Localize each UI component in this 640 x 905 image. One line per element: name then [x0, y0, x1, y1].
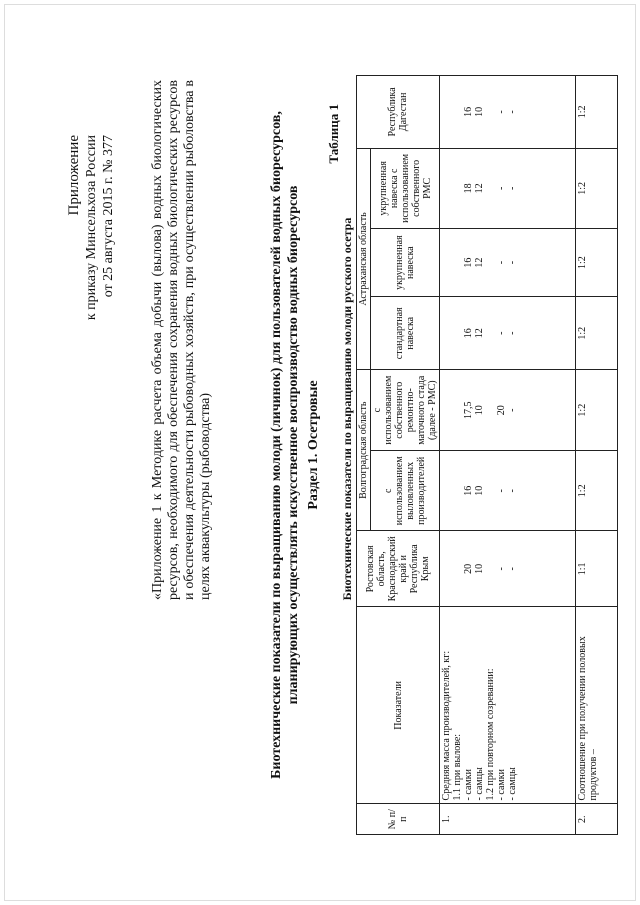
table-caption: Биотехнические показатели по выращиванию молоди русского осетра: [340, 217, 354, 601]
cell-astr-3: 1:2: [575, 148, 617, 228]
cell-astr-2: [440, 228, 576, 297]
cell-value: [441, 534, 452, 603]
cell-value: [485, 152, 496, 225]
cell-value: -: [507, 331, 518, 335]
cell-value: [452, 232, 463, 294]
cell-value: [441, 152, 452, 225]
header-volg-2: с использованием собственного ремонтно-маточного стада (далее - РМС): [371, 370, 440, 451]
header-astrakhan: Астраханская область: [357, 148, 371, 369]
method-paragraph: «Приложение 1 к Методике расчета объема добычи (вылова) водных биологических ресурсов, необходимого для обеспечения сохранения водных биологических ресурсов и обеспечения деятельности рыбоводных хозяйств, при осуществлении рыболовства в целях аквакультуры (рыбоводства): [150, 80, 213, 600]
biotech-table: [356, 75, 618, 835]
cell-value: [441, 79, 452, 145]
cell-value: -: [496, 567, 507, 571]
header-astr-1: стандартная навеска: [371, 297, 440, 370]
cell-value: 12: [474, 257, 485, 268]
main-title: Биотехнические показатели по выращиванию молоди (личинок) для пользователей водных биоресурсов, планирующих осуществлять искусственное воспроизводство водных биоресурсов: [269, 111, 301, 779]
cell-value: [441, 454, 452, 527]
cell-value: 20: [496, 405, 507, 416]
cell-dagestan: 1:2: [575, 76, 617, 149]
table-row: [575, 76, 617, 835]
cell-value: -: [507, 489, 518, 493]
cell-value: -: [496, 260, 507, 265]
header-dagestan: Республика Дагестан: [357, 76, 440, 149]
cell-value: [485, 454, 496, 527]
indicator-line: Средняя масса производителей, кг:: [441, 650, 452, 801]
cell-value: -: [496, 331, 507, 335]
cell-value: [452, 152, 463, 225]
cell-value: 17,5: [463, 401, 474, 419]
cell-volg-2: 1:2: [575, 370, 617, 451]
cell-value: 16: [463, 106, 474, 117]
cell-value: [485, 300, 496, 366]
table-row: [440, 76, 576, 835]
cell-value: -: [507, 567, 518, 571]
header-volg-1: с использованием выловленных производителей: [371, 451, 440, 531]
cell-value: -: [496, 489, 507, 493]
indicator-line: - самцы: [474, 767, 485, 801]
appendix-title: Приложение: [66, 135, 82, 216]
order-line-1: к приказу Минсельхоза России: [84, 135, 99, 321]
cell-value: [452, 534, 463, 603]
cell-value: [485, 232, 496, 294]
cell-dagestan: [440, 76, 576, 149]
cell-value: 10: [474, 485, 485, 496]
cell-value: -: [507, 110, 518, 114]
indicator-line: - самки: [463, 769, 474, 801]
indicator-line: 1.1 при вылове:: [452, 733, 463, 801]
cell-value: 12: [474, 183, 485, 194]
row-indicator: [440, 607, 576, 804]
cell-value: -: [496, 186, 507, 190]
cell-volg-1: [440, 451, 576, 531]
cell-value: 16: [463, 328, 474, 339]
cell-value: 16: [463, 257, 474, 268]
cell-value: -: [507, 186, 518, 190]
indicator-line: - самцы: [507, 767, 518, 801]
cell-value: -: [507, 408, 518, 412]
cell-astr-1: [440, 297, 576, 370]
row-num: 1.: [440, 804, 576, 835]
cell-value: [485, 373, 496, 447]
cell-astr-1: 1:2: [575, 297, 617, 370]
cell-rostov: [440, 531, 576, 607]
cell-astr-2: 1:2: [575, 228, 617, 297]
indicator-line: 1.2 при повторном созревании:: [485, 668, 496, 801]
cell-volg-2: [440, 370, 576, 451]
indicator-line: - самки: [496, 769, 507, 801]
header-num: № п/п: [357, 804, 440, 835]
cell-value: [441, 373, 452, 447]
cell-astr-3: [440, 148, 576, 228]
order-header: [66, 135, 117, 435]
cell-value: -: [496, 110, 507, 114]
cell-value: 18: [463, 183, 474, 194]
cell-value: 16: [463, 485, 474, 496]
cell-value: 10: [474, 405, 485, 416]
cell-value: [452, 454, 463, 527]
cell-value: 10: [474, 563, 485, 574]
cell-value: 10: [474, 106, 485, 117]
header-astr-3: укрупненная навеска с использованием собственного РМС: [371, 148, 440, 228]
cell-value: 20: [463, 563, 474, 574]
header-astr-2: укрупненная навеска: [371, 228, 440, 297]
cell-value: [441, 300, 452, 366]
cell-value: [441, 232, 452, 294]
header-volgograd: Волгоградская область: [357, 370, 371, 531]
cell-value: [452, 300, 463, 366]
header-rostov: Ростовская область, Краснодарский край и Республика Крым: [357, 531, 440, 607]
cell-value: [452, 79, 463, 145]
table-label: Таблица 1: [326, 104, 341, 164]
order-line-2: от 25 августа 2015 г. № 377: [101, 135, 116, 298]
cell-rostov: 1:1: [575, 531, 617, 607]
cell-value: [452, 373, 463, 447]
cell-value: [485, 534, 496, 603]
cell-value: [485, 79, 496, 145]
cell-volg-1: 1:2: [575, 451, 617, 531]
row-num: 2.: [575, 804, 617, 835]
row-indicator: Соотношение при получении половых продуктов –: [575, 607, 617, 804]
cell-value: 12: [474, 328, 485, 339]
header-indicator: Показатели: [357, 607, 440, 804]
section-title: Раздел 1. Осетровые: [306, 380, 321, 510]
cell-value: -: [507, 260, 518, 265]
